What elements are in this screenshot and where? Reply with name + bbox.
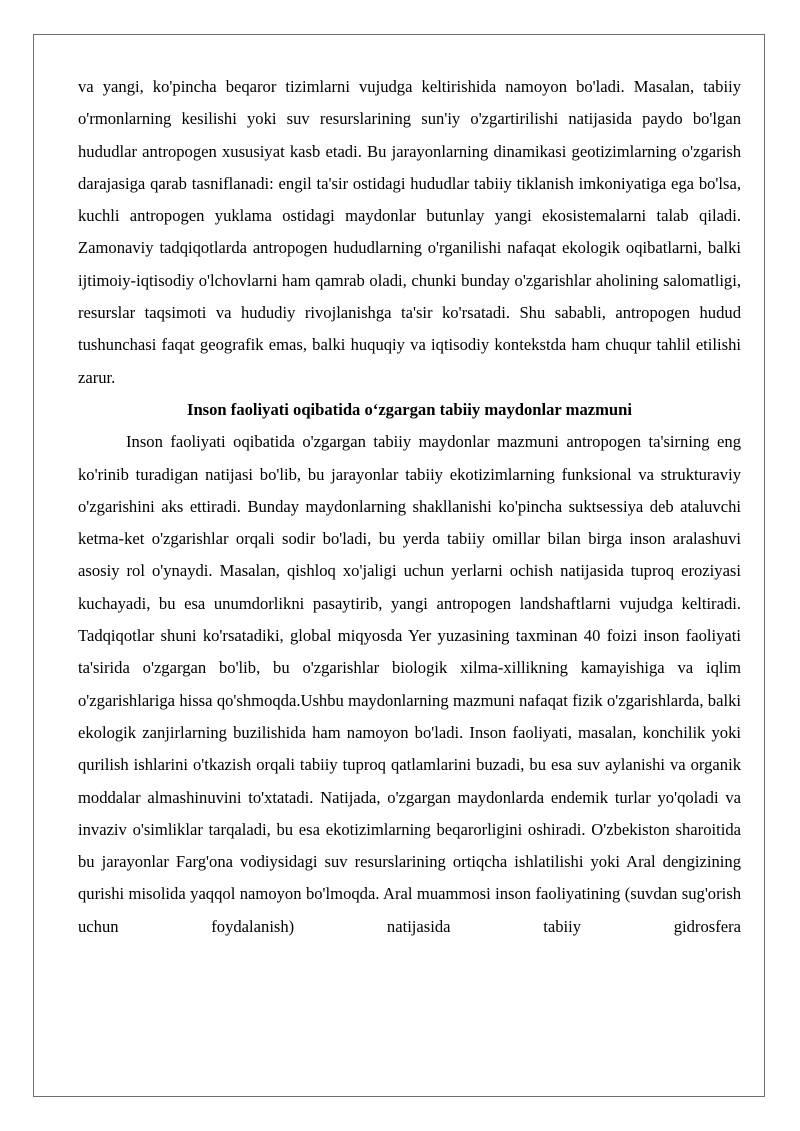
- document-body: [78, 71, 741, 943]
- section-heading: Inson faoliyati oqibatida o‘zgargan tabiiy maydonlar mazmuni: [186, 399, 632, 419]
- section-paragraph: Inson faoliyati oqibatida o'zgargan tabiiy maydonlar mazmuni antropogen ta'sirning eng ko'rinib turadigan natijasi bo'lib, bu jarayonlar tabiiy ekotizimlarning funksional va strukturaviy o'zgarishini aks ettiradi. Bunday maydonlarning shakllanishi ko'pincha suktsessiya deb ataluvchi ketma-ket o'zgarishlar orqali sodir bo'ladi, bu yerda tabiiy omillar bilan birga inson aralashuvi asosiy rol o'ynaydi. Masalan, qishloq xo'jaligi uchun yerlarni ochish natijasida tuproq eroziyasi kuchayadi, bu esa unumdorlikni pasaytirib, yangi antropogen landshaftlarni vujudga keltiradi. Tadqiqotlar shuni ko'rsatadiki, global miqyosda Yer yuzasining taxminan 40 foizi inson faoliyati ta'sirida o'zgargan bo'lib, bu o'zgarishlar biologik xilma-xillikning kamayishiga va iqlim o'zgarishlariga hissa qo'shmoqda.Ushbu maydonlarning mazmuni nafaqat fizik o'zgarishlarda, balki ekologik zanjirlarning buzilishida ham namoyon bo'ladi. Inson faoliyati, masalan, konchilik yoki qurilish ishlarini o'tkazish orqali tabiiy tuproq qatlamlarini buzadi, bu esa suv aylanishi va organik moddalar almashinuvini to'xtatadi. Natijada, o'zgargan maydonlarda endemik turlar yo'qoladi va invaziv o'simliklar tarqaladi, bu esa ekotizimlarning beqarorligini oshiradi. O'zbekiston sharoitida bu jarayonlar Farg'ona vodiysidagi suv resurslarining ortiqcha ishlatilishi yoki Aral dengizining qurishi misolida yaqqol namoyon bo'lmoqda. Aral muammosi inson faoliyatining (suvdan sug'orish uchun foydalanish) natijasida tabiiy gidrosfera: [78, 432, 741, 936]
- paragraph-continued: va yangi, ko'pincha beqaror tizimlarni vujudga keltirishida namoyon bo'ladi. Masalan, tabiiy o'rmonlarning kesilishi yoki suv resurslarining sun'iy o'zgartirilishi natijasida paydo bo'lgan hududlar antropogen xususiyat kasb etadi. Bu jarayonlarning dinamikasi geotizimlarning o'zgarish darajasiga qarab tasniflanadi: engil ta'sir ostidagi hududlar tabiiy tiklanish imkoniyatiga ega bo'lsa, kuchli antropogen yuklama ostidagi maydonlar butunlay yangi ekosistemalarni talab qiladi. Zamonaviy tadqiqotlarda antropogen hududlarning o'rganilishi nafaqat ekologik oqibatlarni, balki ijtimoiy-iqtisodiy o'lchovlarni ham qamrab oladi, chunki bunday o'zgarishlar aholining salomatligi, resurslar taqsimoti va hududiy rivojlanishga ta'sir ko'rsatadi. Shu sababli, antropogen hudud tushunchasi faqat geografik emas, balki huquqiy va iqtisodiy kontekstda ham chuqur tahlil etilishi zarur.: [78, 77, 741, 387]
